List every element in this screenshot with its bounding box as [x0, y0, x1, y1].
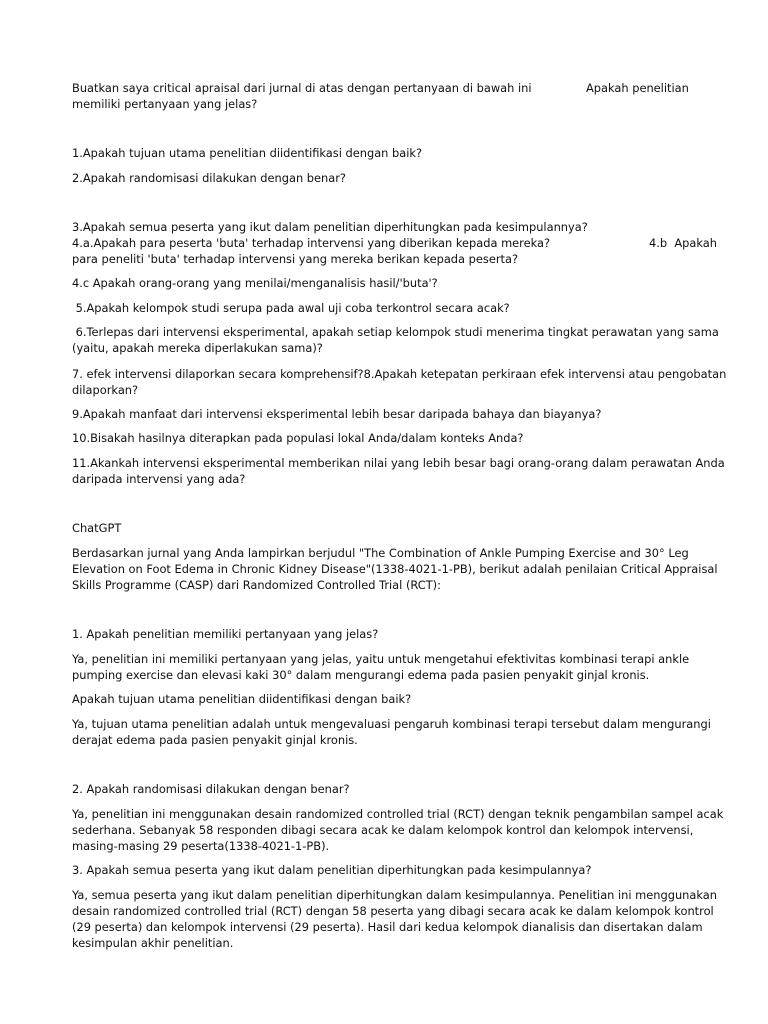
speaker-label: ChatGPT — [72, 521, 122, 535]
question-3: 3.Apakah semua peserta yang ikut dalam penelitian diperhitungkan pada kesimpulannya? — [72, 220, 588, 234]
answer-heading-2: 2. Apakah randomisasi dilakukan dengan benar? — [72, 782, 350, 796]
question-9: 9.Apakah manfaat dari intervensi eksperimental lebih besar daripada bahaya dan biayanya? — [72, 407, 602, 421]
question-4c: 4.c Apakah orang-orang yang menilai/menganalisis hasil/'buta'? — [72, 276, 438, 290]
answer-3: Ya, semua peserta yang ikut dalam penelitian diperhitungkan dalam kesimpulannya. Penelitian ini menggunakan desain randomized controlled trial (RCT) dengan 58 peserta yang dibagi secara acak ke dalam kelompok kontrol (29 peserta) dan kelompok intervensi (29 peserta). Hasil dari kedua kelompok dianalisis dan disertakan dalam kesimpulan akhir penelitian. — [72, 888, 721, 950]
question-2: 2.Apakah randomisasi dilakukan dengan benar? — [72, 171, 346, 185]
question-10: 10.Bisakah hasilnya diterapkan pada populasi lokal Anda/dalam konteks Anda? — [72, 431, 524, 445]
answer-intro: Berdasarkan jurnal yang Anda lampirkan berjudul "The Combination of Ankle Pumping Exercise and 30° Leg Elevation on Foot Edema in Chronic Kidney Disease"(1338-4021-1-PB), berikut adalah penilaian Critical Appraisal Skills Programme (CASP) dari Randomized Controlled Trial (RCT): — [72, 546, 722, 592]
answer-1: Ya, penelitian ini memiliki pertanyaan yang jelas, yaitu untuk mengetahui efektivitas kombinasi terapi ankle pumping exercise dan elevasi kaki 30° dalam mengurangi edema pada pasien penyakit ginjal kronis. — [72, 652, 693, 682]
question-4b: para peneliti 'buta' terhadap intervensi yang mereka berikan kepada peserta? — [72, 252, 518, 266]
question-4b-start: 4.b Apakah — [649, 236, 717, 250]
question-5: 5.Apakah kelompok studi serupa pada awal uji coba terkontrol secara acak? — [72, 301, 510, 315]
question-7-8: 7. efek intervensi dilaporkan secara komprehensif?8.Apakah ketepatan perkiraan efek intervensi atau pengobatan dilaporkan? — [72, 367, 730, 397]
question-4a: 4.a.Apakah para peserta 'buta' terhadap intervensi yang diberikan kepada mereka? — [72, 236, 551, 250]
question-intro-line2: memiliki pertanyaan yang jelas? — [72, 97, 258, 111]
question-1: 1.Apakah tujuan utama penelitian diidentifikasi dengan baik? — [72, 146, 423, 160]
answer-heading-1: 1. Apakah penelitian memiliki pertanyaan yang jelas? — [72, 627, 379, 641]
question-6: 6.Terlepas dari intervensi eksperimental, apakah setiap kelompok studi menerima tingkat perawatan yang sama (yaitu, apakah mereka diperlakukan sama)? — [72, 325, 723, 355]
answer-2: Ya, penelitian ini menggunakan desain randomized controlled trial (RCT) dengan teknik pengambilan sampel acak sederhana. Sebanyak 58 responden dibagi secara acak ke dalam kelompok kontrol dan kelompok intervensi, masing-masing 29 peserta(1338-4021-1-PB). — [72, 807, 727, 853]
answer-1b: Ya, tujuan utama penelitian adalah untuk mengevaluasi pengaruh kombinasi terapi tersebut dalam mengurangi derajat edema pada pasien penyakit ginjal kronis. — [72, 717, 715, 747]
question-11: 11.Akankah intervensi eksperimental memberikan nilai yang lebih besar bagi orang-orang dalam perawatan Anda daripada intervensi yang ada? — [72, 456, 729, 486]
question-intro-right: Apakah penelitian — [586, 81, 689, 95]
answer-heading-1b: Apakah tujuan utama penelitian diidentifikasi dengan baik? — [72, 692, 412, 706]
question-intro: Buatkan saya critical apraisal dari jurnal di atas dengan pertanyaan di bawah ini — [72, 81, 532, 95]
answer-heading-3: 3. Apakah semua peserta yang ikut dalam penelitian diperhitungkan pada kesimpulannya? — [72, 863, 592, 877]
